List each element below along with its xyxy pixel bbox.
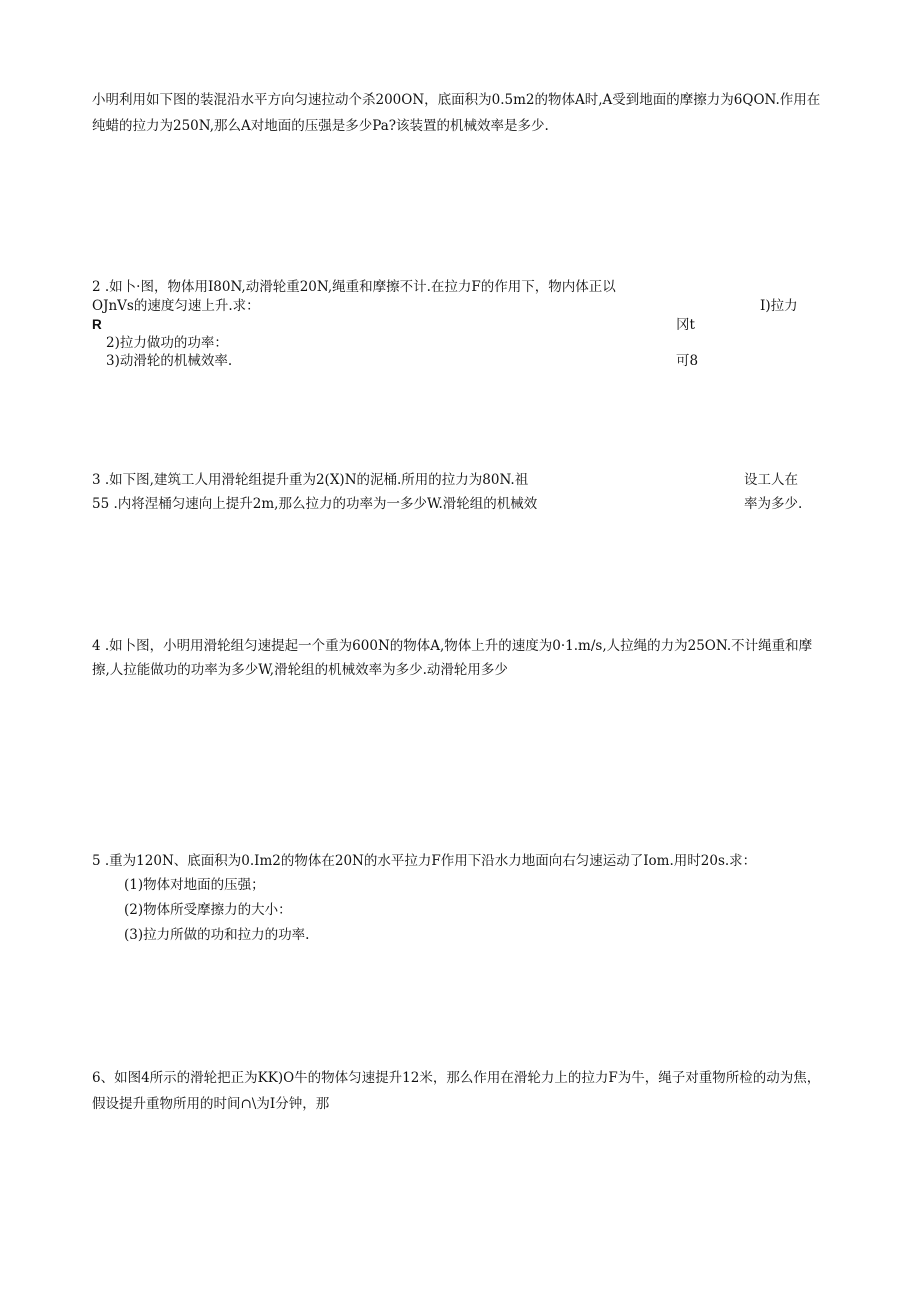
- q2-sub-2: 2)拉力做功的功率：: [106, 335, 228, 351]
- q5-sub-1: (1)物体对地面的压强；: [124, 877, 265, 893]
- q4-line-2: 擦,人拉能做功的功率为多少W,滑轮组的机械效率为多少.动滑轮用多少: [92, 662, 508, 678]
- q3-line-1: 3 .如下图,建筑工人用滑轮组提升重为2(X)N的泥桶.所用的拉力为80N.祖: [92, 472, 529, 488]
- q4-line-1: 4 .如卜图，小明用滑轮组匀速提起一个重为600N的物体A,物体上升的速度为0·1.m/s,人拉绳的力为25ON.不计绳重和摩: [92, 638, 813, 654]
- q1-line-2: 纯蜡的拉力为250N,那么A对地面的压强是多少Pa?该装置的机械效率是多少.: [92, 118, 549, 134]
- q2-mid-label-1: 冈t: [676, 317, 695, 333]
- q2-line-3: R: [92, 317, 102, 332]
- q1-line-1: 小明利用如下图的装混沿水平方向匀速拉动个杀200ON，底面积为0.5m2的物体A时,A受到地面的摩擦力为6QON.作用在: [92, 92, 821, 108]
- q5-line-1: 5 .重为120N、底面积为0.Im2的物体在20N的水平拉力F作用下沿水力地面向右匀速运动了Iom.用时20s.求：: [92, 853, 757, 869]
- q5-sub-3: (3)拉力所做的功和拉力的功率.: [124, 927, 310, 943]
- q2-line-1: 2 .如卜·图，物体用I80N,动滑轮重20N,绳重和摩擦不计.在拉力F的作用下，物内体正以: [92, 279, 616, 295]
- q2-line-2: OJnVs的速度匀速上升.求：: [92, 298, 260, 314]
- q5-sub-2: (2)物体所受摩擦力的大小：: [124, 902, 292, 918]
- q2-sub-3: 3)动滑轮的机械效率.: [106, 353, 233, 369]
- q3-line-2: 55 .内将涅桶匀速向上提升2m,那么拉力的功率为一多少W.滑轮组的机械效: [92, 496, 538, 512]
- q6-line-1: 6、如图4所示的滑轮把正为KK)O牛的物体匀速提升12米，那么作用在滑轮力上的拉力F为牛，绳子对重物所检的动为焦，: [92, 1070, 821, 1086]
- q3-right-label-1: 设工人在: [744, 472, 798, 488]
- q2-mid-label-2: 可8: [676, 353, 699, 369]
- q2-right-label: I)拉力: [760, 298, 798, 314]
- q6-line-2: 假设提升重物所用的时间∩\为I分钟，那: [92, 1096, 330, 1112]
- q3-right-label-2: 率为多少.: [744, 496, 803, 512]
